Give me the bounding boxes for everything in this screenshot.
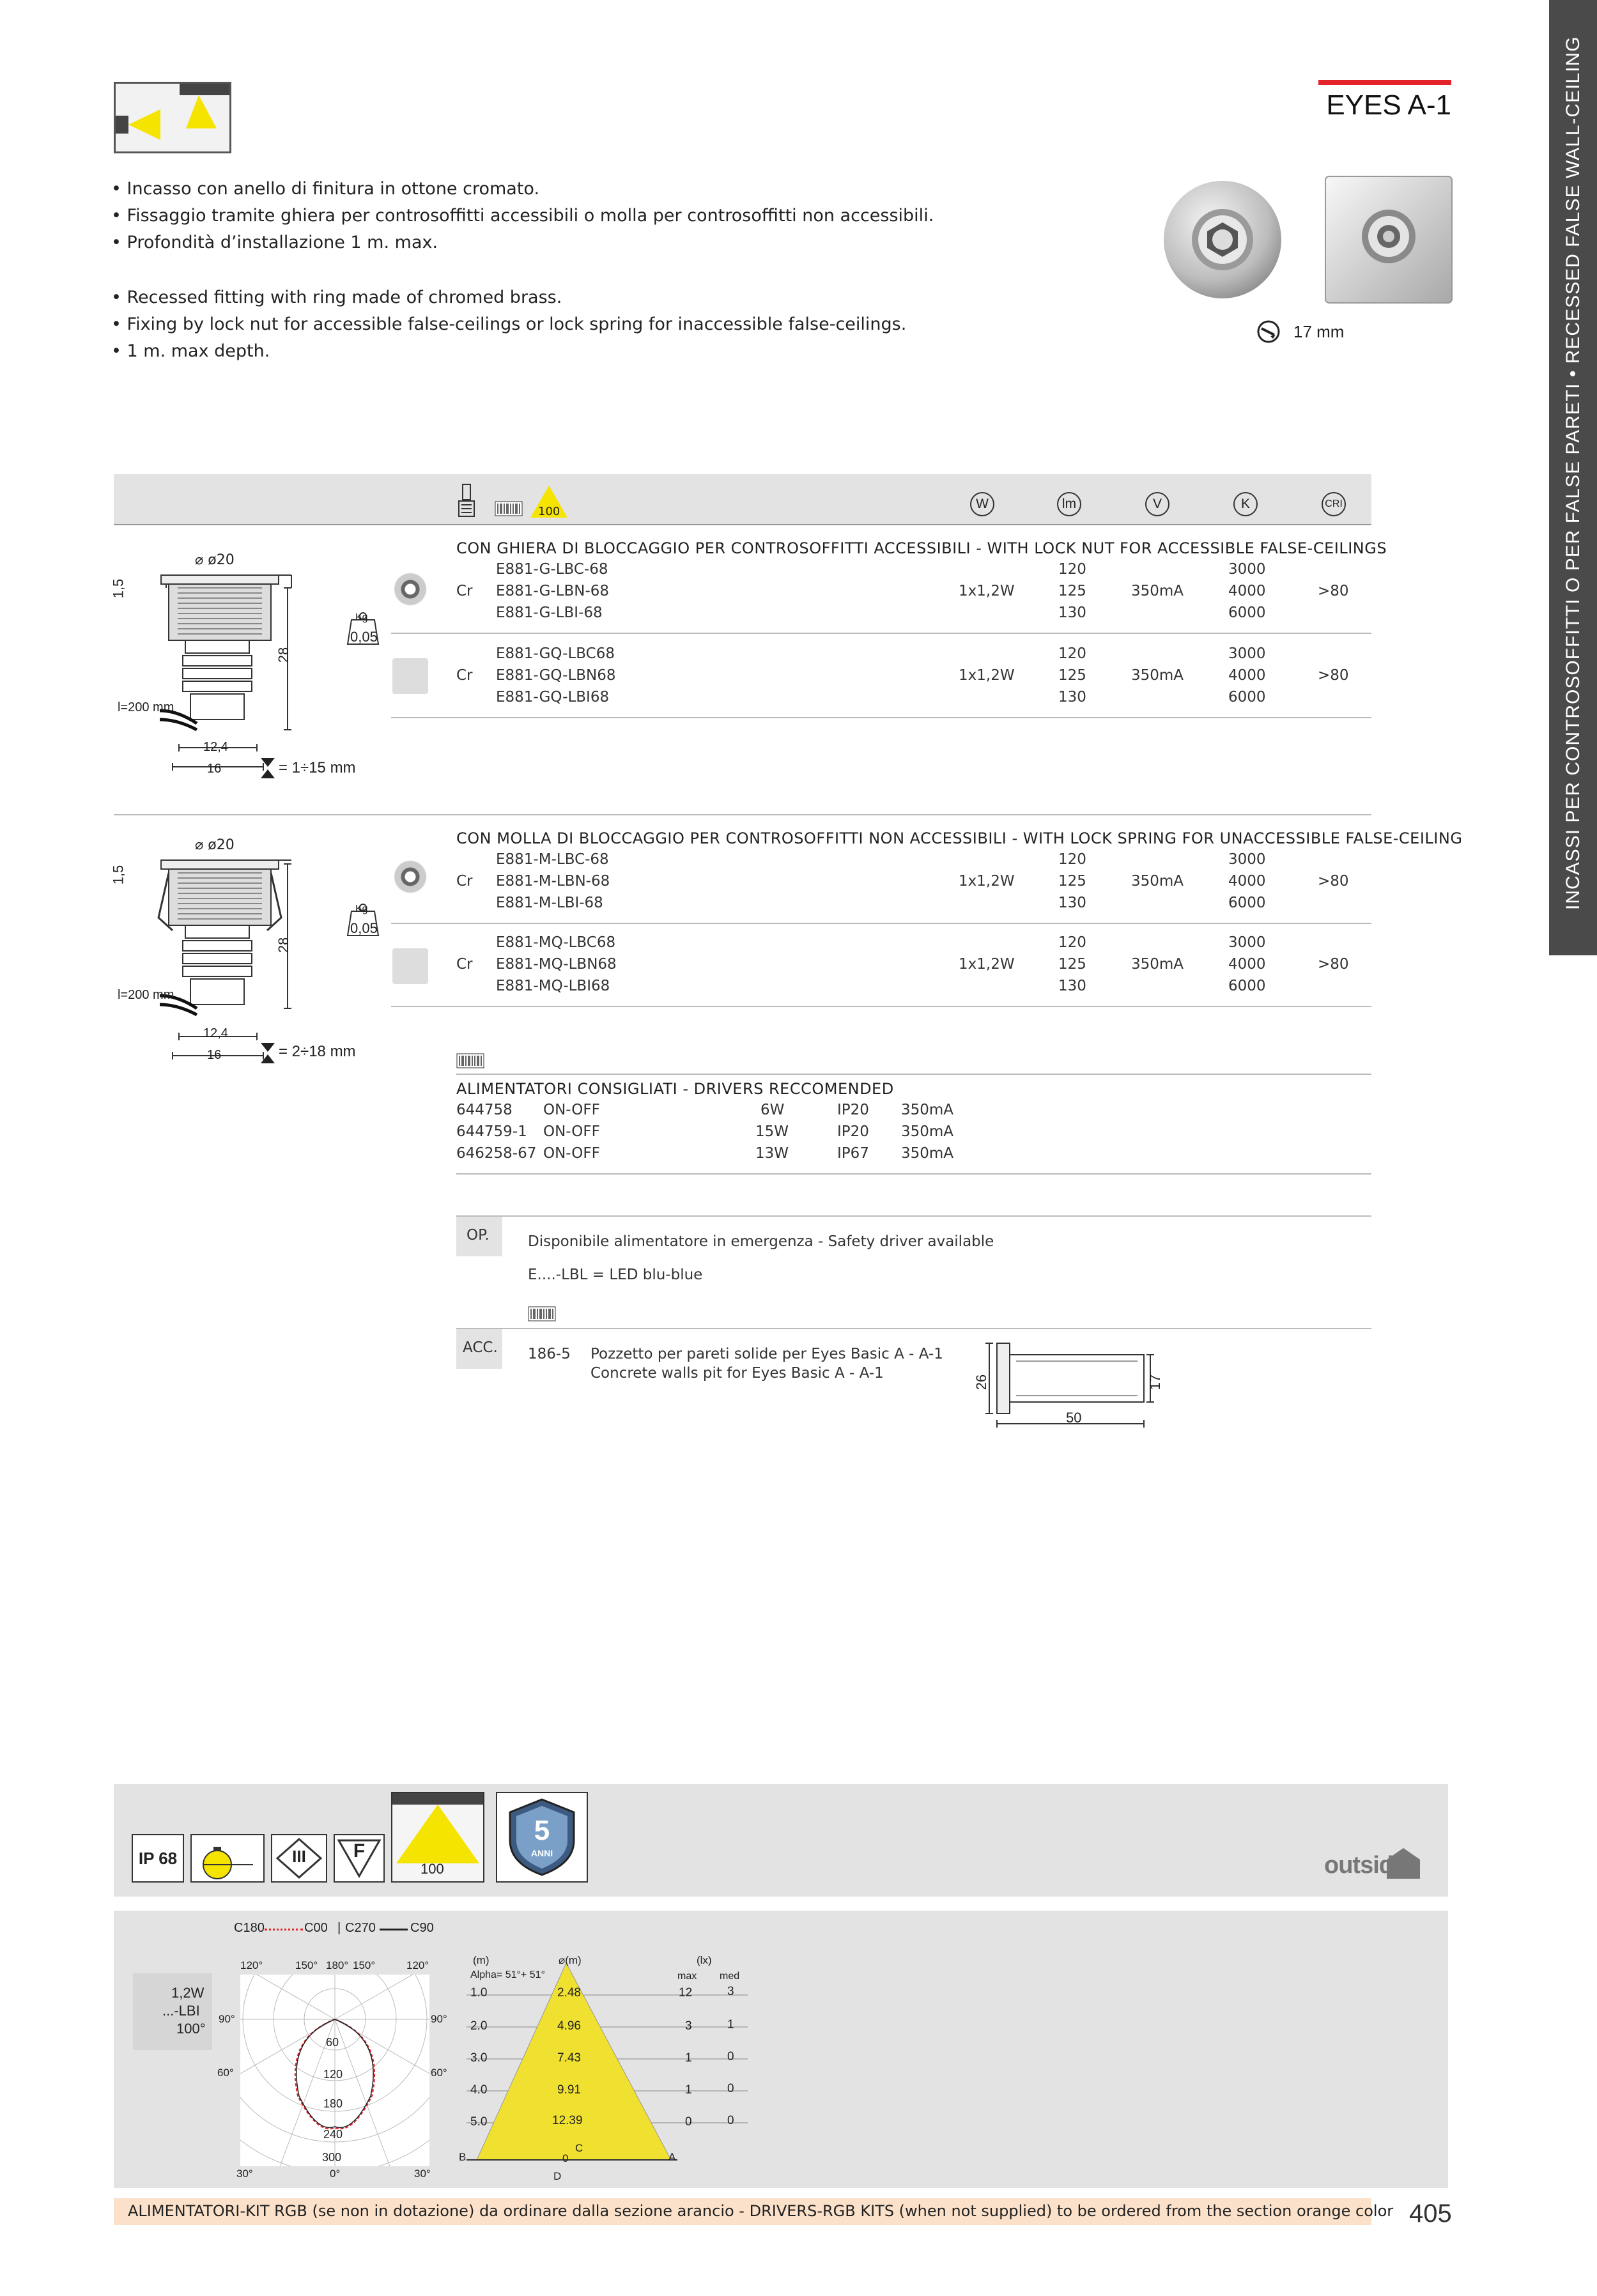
- depth-label: 17 mm: [1293, 322, 1345, 341]
- kelvin-cell: 6000: [1228, 689, 1266, 705]
- title-accent-bar: [1318, 80, 1451, 85]
- table-header-band: [114, 474, 1371, 524]
- current-cell: 350mA: [1131, 583, 1184, 599]
- cone-med: 0: [727, 2114, 734, 2127]
- driver-type: ON-OFF: [543, 1123, 600, 1140]
- legend-c00: C00: [304, 1921, 328, 1935]
- angle-label: 150°: [295, 1959, 318, 1971]
- section-1-title: CON GHIERA DI BLOCCAGGIO PER CONTROSOFFITTI ACCESSIBILI - WITH LOCK NUT FOR ACCESSIBLE FALSE-CEILINGS: [456, 539, 1387, 557]
- cone-letter: A: [668, 2151, 676, 2163]
- ip-rating-badge: IP 68: [132, 1834, 184, 1883]
- section-2-title: CON MOLLA DI BLOCCAGGIO PER CONTROSOFFITTI NON ACCESSIBILI - WITH LOCK SPRING FOR UNACCESSIBLE FALSE-CEILING: [456, 829, 1463, 847]
- cone-diameter: 9.91: [557, 2083, 581, 2097]
- code-row: E881-G-LBN-68: [496, 583, 610, 599]
- kelvin-cell: 4000: [1228, 583, 1266, 599]
- options-line-2: E....-LBL = LED blu-blue: [528, 1267, 703, 1283]
- options-rule: [456, 1215, 1371, 1217]
- driver-code: 644758: [456, 1102, 513, 1118]
- product-title: EYES A-1: [1326, 89, 1451, 121]
- driver-code: 646258-67: [456, 1145, 537, 1162]
- legend-c270: C270: [345, 1921, 376, 1935]
- barcode-icon: [456, 1053, 484, 1068]
- side-band-label: INCASSI PER CONTROSOFFITTI O PER FALSE PARETI • RECESSED FALSE WALL-CEILING: [1562, 36, 1584, 910]
- cone-zero: 0: [562, 2152, 569, 2164]
- radial-label: 180: [323, 2097, 343, 2110]
- class-iii-icon: III: [271, 1834, 327, 1883]
- width-2-outer: 16: [207, 1048, 222, 1062]
- cri-cell: >80: [1318, 956, 1349, 973]
- footer-note: ALIMENTATORI-KIT RGB (se non in dotazione) da ordinare dalla sezione arancio - DRIVERS-RGB KITS (when not supplied) to be ordered from the section orange color: [128, 2202, 1394, 2220]
- kelvin-cell: 3000: [1228, 561, 1266, 578]
- ceiling-thickness-icon-1: [258, 757, 277, 780]
- kelvin-cell: 4000: [1228, 667, 1266, 684]
- ceiling-thickness-2: = 2÷18 mm: [279, 1043, 356, 1060]
- bullet-it-3: • Profondità d’installazione 1 m. max.: [111, 233, 438, 252]
- cri-icon: CRI: [1322, 492, 1346, 516]
- current-cell: 350mA: [1131, 873, 1184, 890]
- angle-label: 60°: [217, 2067, 234, 2079]
- product-thumb-square-1: [392, 658, 428, 694]
- cable-length-1: l=200 mm: [118, 700, 174, 714]
- width-1-outer: 16: [207, 762, 222, 776]
- cone-alpha: Alpha= 51°+ 51°: [470, 1969, 545, 1980]
- power-cell: 1x1,2W: [959, 583, 1015, 599]
- width-1-inner: 12,4: [203, 740, 228, 754]
- legend-dotted-line: [265, 1929, 303, 1930]
- angle-label: 180°: [326, 1959, 349, 1971]
- finish-cell: Cr: [456, 583, 473, 599]
- lumen-cell: 130: [1058, 895, 1086, 911]
- angle-label: 90°: [431, 2013, 447, 2025]
- cone-letter: D: [553, 2170, 562, 2182]
- height-2-body: 28: [275, 937, 292, 953]
- product-thumb-round-1: [392, 571, 428, 607]
- lumen-cell: 130: [1058, 605, 1086, 621]
- product-thumb-square-2: [392, 948, 428, 984]
- product-type-icon: [114, 82, 231, 153]
- product-photo-square: [1322, 173, 1456, 307]
- legend-c90: C90: [410, 1921, 434, 1935]
- bullet-it-2: • Fissaggio tramite ghiera per controsoffitti accessibili o molla per controsoffitti non accessibili.: [111, 206, 934, 226]
- lumen-cell: 120: [1058, 561, 1086, 578]
- height-2-top: 1,5: [110, 865, 127, 885]
- kelvin-cell: 3000: [1228, 851, 1266, 868]
- product-photo-round: [1162, 179, 1283, 300]
- cone-letter: C: [575, 2142, 583, 2154]
- lumen-cell: 130: [1058, 978, 1086, 994]
- drivers-rule: [456, 1074, 1371, 1075]
- code-row: E881-MQ-LBN68: [496, 956, 617, 973]
- row-divider: [391, 1006, 1371, 1007]
- power-cell: 1x1,2W: [959, 667, 1015, 684]
- driver-type: ON-OFF: [543, 1102, 600, 1118]
- driver-current: 350mA: [901, 1145, 954, 1162]
- current-cell: 350mA: [1131, 956, 1184, 973]
- cone-m-header: (m): [473, 1954, 490, 1966]
- angle-label: 120°: [240, 1959, 263, 1971]
- driver-watt: 6W: [760, 1102, 785, 1118]
- height-1-body: 28: [275, 647, 292, 663]
- driver-type: ON-OFF: [543, 1145, 600, 1162]
- width-2-inner: 12,4: [203, 1026, 228, 1040]
- height-1-top: 1,5: [110, 578, 127, 599]
- page-number: 405: [1409, 2200, 1452, 2228]
- diameter-2: ⌀ ø20: [195, 837, 235, 853]
- cone-diameter: 12.39: [552, 2114, 583, 2127]
- cone-max: 1: [685, 2051, 692, 2065]
- weight-1-value: 0,05: [350, 629, 378, 645]
- code-row: E881-M-LBC-68: [496, 851, 609, 868]
- radial-label: 60: [326, 2036, 339, 2049]
- code-row: E881-M-LBI-68: [496, 895, 603, 911]
- accessory-line-2: Concrete walls pit for Eyes Basic A - A-1: [590, 1365, 884, 1382]
- radial-label: 120: [323, 2068, 343, 2081]
- weight-2-value: 0,05: [350, 920, 378, 936]
- row-divider: [391, 717, 1371, 718]
- cone-med: 0: [727, 2050, 734, 2063]
- weight-2-unit: Kg: [355, 904, 368, 914]
- cone-distance: 5.0: [470, 2115, 488, 2129]
- angle-label: 0°: [330, 2168, 341, 2180]
- photometry-code: ...-LBI: [162, 2003, 200, 2019]
- kelvin-cell: 4000: [1228, 956, 1266, 973]
- cone-max-header: max: [677, 1971, 697, 1982]
- cone-med-header: med: [720, 1971, 740, 1982]
- ceiling-thickness-icon-2: [258, 1042, 277, 1065]
- radial-label: 240: [323, 2128, 343, 2141]
- cone-distance: 2.0: [470, 2019, 488, 2033]
- angle-label: 90°: [219, 2013, 235, 2025]
- driver-current: 350mA: [901, 1102, 954, 1118]
- legend-c180: C180: [234, 1921, 265, 1935]
- driver-ip: IP20: [837, 1123, 869, 1140]
- cone-med: 3: [727, 1985, 734, 1998]
- bullet-it-1: • Incasso con anello di finitura in ottone cromato.: [111, 179, 540, 199]
- accessory-line-1: Pozzetto per pareti solide per Eyes Basic A - A-1: [590, 1346, 943, 1362]
- diameter-1: ⌀ ø20: [195, 552, 235, 568]
- warranty-badge: 5 ANNI: [496, 1792, 588, 1883]
- beam-angle-badge: 100: [391, 1792, 484, 1883]
- angle-label: 30°: [414, 2168, 431, 2180]
- cone-lx-header: (lx): [697, 1954, 712, 1966]
- options-label: OP.: [467, 1227, 490, 1244]
- cone-max: 0: [685, 2115, 692, 2129]
- row-divider: [391, 633, 1371, 634]
- code-row: E881-MQ-LBI68: [496, 978, 610, 994]
- barcode-icon: [495, 501, 523, 516]
- cone-max: 1: [685, 2083, 692, 2097]
- cone-letter: B: [459, 2151, 467, 2163]
- brand-logo: [1324, 1845, 1426, 1881]
- code-row: E881-MQ-LBC68: [496, 934, 616, 951]
- diameter-icon: ⌀: [195, 552, 208, 568]
- driver-current: 350mA: [901, 1123, 954, 1140]
- cone-distance: 1.0: [470, 1986, 488, 1999]
- code-row: E881-GQ-LBI68: [496, 689, 610, 705]
- finish-cell: Cr: [456, 956, 473, 973]
- cone-distance: 3.0: [470, 2051, 488, 2065]
- lamp-icon: [190, 1834, 265, 1883]
- current-cell: 350mA: [1131, 667, 1184, 684]
- product-thumb-round-2: [392, 859, 428, 895]
- cone-max: 12: [679, 1986, 693, 1999]
- lumen-icon: lm: [1057, 492, 1081, 516]
- cone-diameter: 4.96: [557, 2019, 581, 2033]
- code-row: E881-GQ-LBN68: [496, 667, 616, 684]
- table-header-rule: [114, 524, 1371, 525]
- options-line-1: Disponibile alimentatore in emergenza - Safety driver available: [528, 1233, 994, 1250]
- cone-max: 3: [685, 2019, 692, 2033]
- finish-cell: Cr: [456, 873, 473, 890]
- lumen-cell: 125: [1058, 583, 1086, 599]
- code-row: E881-G-LBC-68: [496, 561, 608, 578]
- kelvin-cell: 6000: [1228, 605, 1266, 621]
- lumen-cell: 125: [1058, 956, 1086, 973]
- driver-ip: IP67: [837, 1145, 869, 1162]
- lumen-cell: 120: [1058, 645, 1086, 662]
- driver-code: 644759-1: [456, 1123, 527, 1140]
- accessory-code: 186-5: [528, 1346, 571, 1362]
- power-cell: 1x1,2W: [959, 873, 1015, 890]
- bullet-en-1: • Recessed fitting with ring made of chromed brass.: [111, 288, 562, 307]
- brand-name: outside: [1324, 1852, 1407, 1879]
- power-cell: 1x1,2W: [959, 956, 1015, 973]
- cri-cell: >80: [1318, 583, 1349, 599]
- angle-label: 120°: [406, 1959, 429, 1971]
- weight-1-unit: Kg: [355, 612, 368, 623]
- ceiling-thickness-1: = 1÷15 mm: [279, 759, 356, 776]
- row-divider: [391, 923, 1371, 924]
- lumen-cell: 125: [1058, 873, 1086, 890]
- driver-watt: 15W: [755, 1123, 789, 1140]
- code-row: E881-M-LBN-68: [496, 873, 610, 890]
- kelvin-cell: 4000: [1228, 873, 1266, 890]
- kelvin-cell: 6000: [1228, 895, 1266, 911]
- finish-icon: [456, 483, 478, 519]
- accessory-height: 26: [973, 1374, 990, 1391]
- code-row: E881-GQ-LBC68: [496, 645, 615, 662]
- cone-med: 1: [727, 2018, 734, 2031]
- cone-distance: 4.0: [470, 2083, 488, 2097]
- driver-watt: 13W: [755, 1145, 789, 1162]
- f-mark-icon: F: [334, 1834, 385, 1883]
- drivers-title: ALIMENTATORI CONSIGLIATI - DRIVERS RECCOMENDED: [456, 1080, 894, 1098]
- kelvin-cell: 6000: [1228, 978, 1266, 994]
- cri-cell: >80: [1318, 667, 1349, 684]
- angle-label: 150°: [353, 1959, 376, 1971]
- barcode-icon: [528, 1306, 556, 1321]
- accessory-rule: [456, 1328, 1371, 1329]
- code-row: E881-G-LBI-68: [496, 605, 603, 621]
- radial-label: 300: [322, 2151, 342, 2164]
- cone-diagram: [467, 1962, 748, 2166]
- legend-solid-line: [380, 1929, 408, 1930]
- drivers-bottom-rule: [456, 1173, 1371, 1175]
- photometry-beam: 100°: [176, 2021, 206, 2037]
- accessory-width: 50: [1066, 1410, 1082, 1426]
- depth-icon: [1256, 320, 1281, 344]
- cable-length-2: l=200 mm: [118, 988, 174, 1002]
- finish-cell: Cr: [456, 667, 473, 684]
- bullet-en-3: • 1 m. max depth.: [111, 341, 270, 361]
- watt-icon: W: [970, 492, 994, 516]
- accessory-label: ACC.: [463, 1339, 498, 1356]
- cone-diam-header: ⌀(m): [559, 1954, 582, 1966]
- beam-angle-value: 100: [538, 505, 560, 518]
- section-divider: [114, 814, 1371, 815]
- accessory-height-inner: 17: [1147, 1374, 1164, 1391]
- kelvin-cell: 3000: [1228, 934, 1266, 951]
- volt-icon: V: [1145, 492, 1169, 516]
- bullet-en-2: • Fixing by lock nut for accessible false-ceilings or lock spring for inaccessible false-ceilings.: [111, 314, 907, 334]
- cone-diameter: 7.43: [557, 2051, 581, 2065]
- lumen-cell: 130: [1058, 689, 1086, 705]
- cone-med: 0: [727, 2082, 734, 2095]
- kelvin-icon: K: [1233, 492, 1258, 516]
- diameter-icon: ⌀: [195, 837, 208, 853]
- kelvin-cell: 3000: [1228, 645, 1266, 662]
- cri-cell: >80: [1318, 873, 1349, 890]
- driver-ip: IP20: [837, 1102, 869, 1118]
- lumen-cell: 125: [1058, 667, 1086, 684]
- legend-separator: |: [337, 1921, 341, 1935]
- angle-label: 60°: [431, 2067, 447, 2079]
- lumen-cell: 120: [1058, 934, 1086, 951]
- photometry-power: 1,2W: [171, 1985, 204, 2001]
- angle-label: 30°: [236, 2168, 253, 2180]
- lumen-cell: 120: [1058, 851, 1086, 868]
- cone-diameter: 2.48: [557, 1986, 581, 1999]
